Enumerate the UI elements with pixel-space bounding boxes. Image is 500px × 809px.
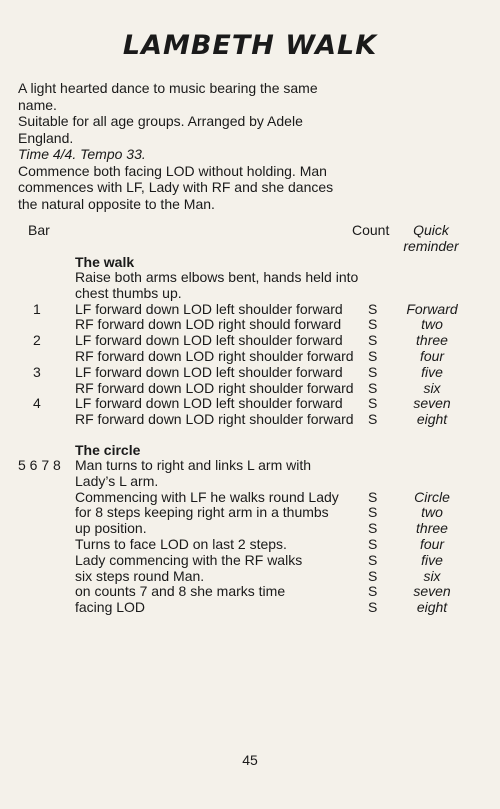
step-row: [0, 504, 500, 520]
step-count: S: [368, 411, 378, 428]
step-row: [0, 489, 500, 505]
step-description: Commencing with LF he walks round Lady: [75, 488, 339, 505]
quick-reminder: Circle: [414, 488, 450, 505]
page-number: 45: [242, 752, 258, 768]
bar-number: 4: [33, 395, 41, 412]
step-description: LF forward down LOD left shoulder forward: [75, 363, 343, 380]
quick-reminder: three: [416, 332, 448, 349]
step-row: [0, 457, 500, 473]
page-title: LAMBETH WALK: [122, 30, 378, 61]
step-count: S: [368, 536, 378, 552]
step-description: facing LOD: [75, 599, 146, 616]
step-row: [0, 599, 500, 615]
time-tempo: Time 4/4. Tempo 33.: [18, 146, 146, 162]
section-title-walk: The walk: [75, 254, 135, 270]
intro-line: England.: [18, 129, 74, 146]
quick-reminder: eight: [416, 599, 448, 616]
step-row: [0, 473, 500, 489]
step-row: [0, 269, 500, 285]
step-count: S: [368, 567, 378, 584]
intro-line: Suitable for all age groups. Arranged by Adele: [18, 113, 303, 129]
step-count: S: [368, 504, 378, 521]
bar-number: 3: [33, 363, 41, 380]
quick-reminder: three: [416, 520, 448, 537]
intro-line: A light hearted dance to music bearing the same: [18, 80, 318, 96]
step-count: S: [368, 379, 378, 396]
intro-line: the natural opposite to the Man.: [18, 195, 215, 212]
step-description: LF forward down LOD left shoulder forward: [75, 395, 343, 412]
step-description: Turns to face LOD on last 2 steps.: [75, 536, 287, 552]
step-description: up position.: [75, 520, 147, 537]
quick-reminder: two: [421, 504, 443, 521]
step-description: RF forward down LOD right shoulder forward: [75, 379, 354, 396]
step-description: six steps round Man.: [75, 567, 205, 584]
step-description: for 8 steps keeping right arm in a thumbs: [75, 504, 329, 521]
step-count: S: [368, 599, 378, 616]
quick-reminder: seven: [413, 395, 451, 412]
step-description: LF forward down LOD left shoulder forward: [75, 332, 343, 349]
quick-reminder: eight: [416, 411, 448, 428]
intro-line: name.: [18, 96, 57, 113]
step-row: [0, 536, 500, 552]
column-header-bar: Bar: [28, 222, 50, 238]
step-row: [0, 583, 500, 599]
step-description: Raise both arms elbows bent, hands held into: [75, 269, 359, 285]
quick-reminder: six: [423, 567, 441, 584]
step-count: S: [368, 395, 378, 412]
step-description: RF forward down LOD right shoulder forward: [75, 411, 354, 428]
step-row: [0, 348, 500, 364]
step-count: S: [368, 300, 378, 317]
step-row: [0, 332, 500, 348]
step-description: Lady commencing with the RF walks: [75, 551, 303, 568]
quick-reminder: six: [423, 379, 441, 396]
quick-reminder: four: [419, 536, 445, 552]
step-row: [0, 364, 500, 380]
step-count: S: [368, 488, 378, 505]
step-count: S: [368, 520, 378, 537]
bar-number: 2: [33, 332, 41, 349]
step-description: RF forward down LOD right shoulder forward: [75, 348, 354, 364]
step-row: [0, 411, 500, 427]
quick-reminder: five: [421, 551, 443, 568]
quick-reminder: two: [421, 316, 443, 333]
column-header-quick-reminder: [396, 222, 466, 254]
step-count: S: [368, 363, 378, 380]
step-row: [0, 395, 500, 411]
intro-line: Commence both facing LOD without holding. Man: [18, 162, 327, 179]
step-description: LF forward down LOD left shoulder forward: [75, 300, 343, 317]
quick-reminder: seven: [413, 583, 451, 600]
step-count: S: [368, 332, 378, 349]
step-row: [0, 316, 500, 332]
step-row: [0, 380, 500, 396]
step-row: [0, 520, 500, 536]
step-description: Man turns to right and links L arm with: [75, 457, 312, 473]
header-quick: Quick: [413, 222, 449, 238]
quick-reminder: Forward: [406, 300, 458, 317]
intro-text: [18, 80, 348, 212]
step-description: chest thumbs up.: [75, 284, 182, 301]
section-title-circle: The circle: [75, 442, 141, 458]
intro-line: commences with LF, Lady with RF and she dances: [18, 179, 334, 195]
step-count: S: [368, 583, 378, 600]
bar-number: 5 6 7 8: [18, 457, 61, 473]
step-count: S: [368, 348, 378, 364]
step-description: RF forward down LOD right should forward: [75, 316, 342, 333]
step-count: S: [368, 551, 378, 568]
step-count: S: [368, 316, 378, 333]
step-description: Lady’s L arm.: [75, 472, 159, 489]
header-reminder: reminder: [403, 238, 459, 254]
step-row: [0, 568, 500, 584]
quick-reminder: five: [421, 363, 443, 380]
step-description: on counts 7 and 8 she marks time: [75, 583, 286, 600]
column-header-count: Count: [352, 222, 390, 238]
step-row: [0, 301, 500, 317]
step-row: [0, 552, 500, 568]
quick-reminder: four: [419, 348, 445, 364]
step-row: [0, 285, 500, 301]
bar-number: 1: [33, 300, 41, 317]
